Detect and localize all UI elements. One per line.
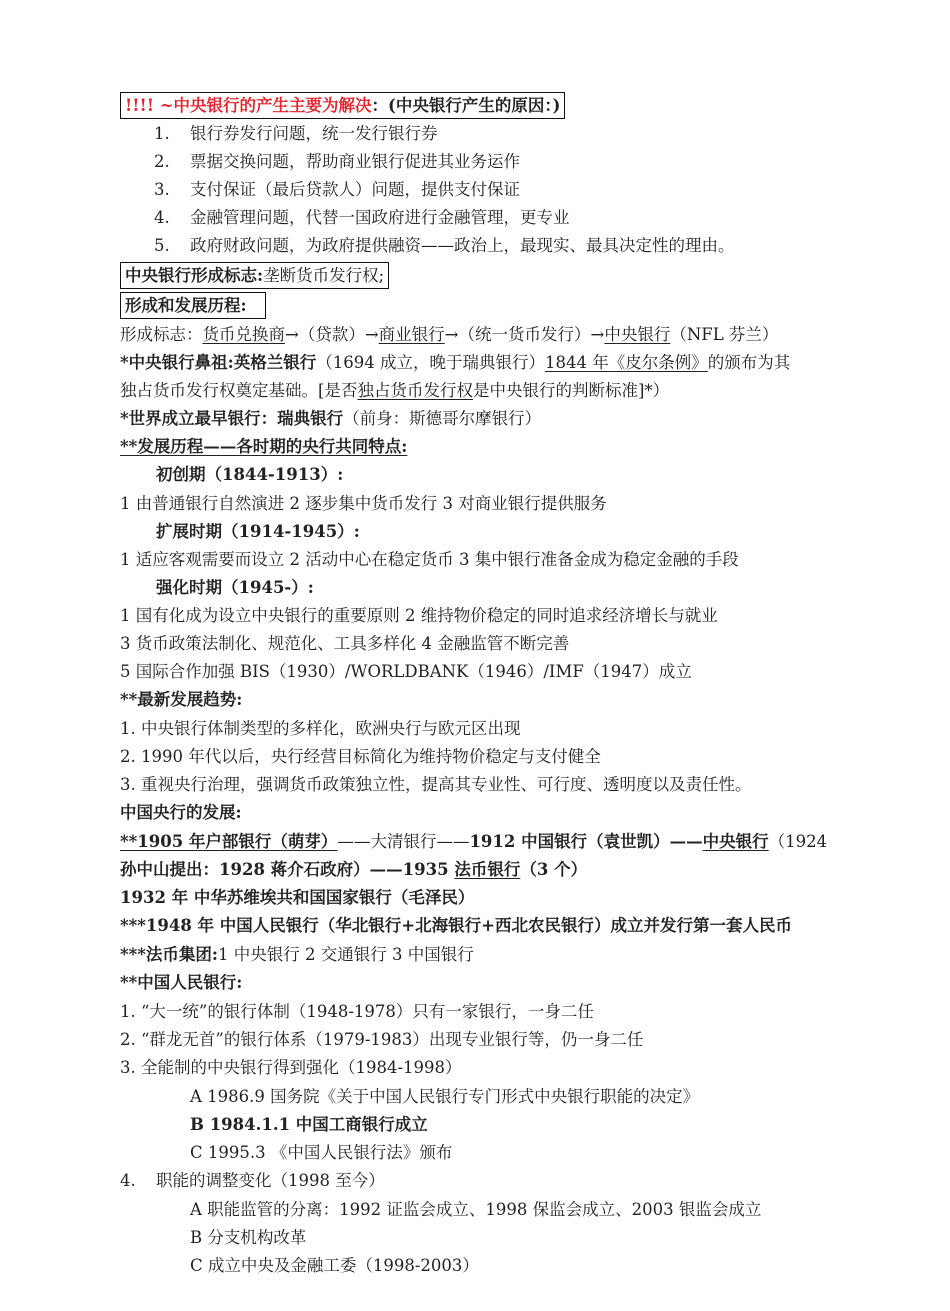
symbol-line [120, 262, 389, 289]
reason-item-3: 3. 支付保证（最后贷款人）问题，提供支付保证 [154, 180, 520, 199]
pboc-sub4-c: C 成立中央及金融工委（1998-2003） [190, 1256, 479, 1275]
china-line-5: ***法币集团:1 中央银行 2 交通银行 3 中国银行 [120, 945, 474, 964]
period-3-line-1: 1 国有化成为设立中央银行的重要原则 2 维持物价稳定的同时追求经济增长与就业 [120, 606, 718, 625]
period-2-name: 扩展时期（1914-1945）: [156, 522, 360, 541]
pboc-sub4-b: B 分支机构改革 [190, 1228, 307, 1247]
reason-item-4: 4. 金融管理问题，代替一国政府进行金融管理，更专业 [154, 208, 570, 227]
trend-item-2: 2. 1990 年代以后，央行经营目标简化为维持物价稳定与支付健全 [120, 747, 601, 766]
history-heading: 形成和发展历程: [120, 292, 266, 319]
pboc-sub4-a: A 职能监管的分离：1992 证监会成立、1998 保监会成立、2003 银监会成立 [190, 1200, 762, 1219]
ancestor-line-1: *中央银行鼻祖:英格兰银行（1694 成立，晚于瑞典银行）1844 年《皮尔条例》的颁布为其 [120, 353, 791, 372]
china-line-4: ***1948 年 中国人民银行（华北银行+北海银行+西北农民银行）成立并发行第一套人民币 [120, 916, 792, 935]
pboc-sub3-c: C 1995.3 《中国人民银行法》颁布 [190, 1143, 453, 1162]
china-line-2: 孙中山提出：1928 蒋介石政府）——1935 法币银行（3 个） [120, 860, 588, 879]
dev-heading: **发展历程——各时期的央行共同特点: [120, 437, 408, 456]
symbol-value: 垄断货币发行权; [263, 266, 385, 285]
reason-item-5: 5. 政府财政问题，为政府提供融资——政治上，最现实、最具决定性的理由。 [154, 236, 735, 255]
trend-item-3: 3. 重视央行治理，强调货币政策独立性，提高其专业性、可行度、透明度以及责任性。 [120, 775, 752, 794]
reasons-heading-prefix: !!!! ~中央银行的产生主要为解决 [125, 96, 372, 115]
pboc-item-3: 3. 全能制的中央银行得到强化（1984-1998） [120, 1058, 462, 1077]
china-heading: 中国央行的发展: [120, 803, 242, 822]
pboc-item-1: 1. “大一统”的银行体制（1948-1978）只有一家银行，一身二任 [120, 1002, 594, 1021]
pboc-heading: **中国人民银行: [120, 973, 243, 992]
pboc-item-2: 2. “群龙无首”的银行体系（1979-1983）出现专业银行等，仍一身二任 [120, 1030, 644, 1049]
symbol-label: 中央银行形成标志: [125, 266, 264, 285]
period-3-line-2: 3 货币政策法制化、规范化、工具多样化 4 金融监管不断完善 [120, 634, 570, 653]
period-1-line-1: 1 由普通银行自然演进 2 逐步集中货币发行 3 对商业银行提供服务 [120, 494, 607, 513]
trends-heading: **最新发展趋势: [120, 690, 243, 709]
reason-item-1: 1. 银行券发行问题，统一发行银行券 [154, 124, 438, 143]
china-line-3: 1932 年 中华苏维埃共和国国家银行（毛泽民） [120, 888, 475, 907]
pboc-sub3-b: B 1984.1.1 中国工商银行成立 [190, 1115, 428, 1134]
earliest-line: *世界成立最早银行：瑞典银行（前身：斯德哥尔摩银行） [120, 409, 542, 428]
reasons-heading-suffix: ：(中央银行产生的原因：) [371, 96, 561, 115]
period-3-line-3: 5 国际合作加强 BIS（1930）/WORLDBANK（1946）/IMF（1947）成立 [120, 662, 692, 681]
pboc-sub3-a: A 1986.9 国务院《关于中国人民银行专门形式中央银行职能的决定》 [190, 1087, 700, 1106]
formation-line: 形成标志：货币兑换商→（贷款）→商业银行→（统一货币发行）→中央银行（NFL 芬兰） [120, 325, 779, 344]
pboc-item-4: 4. 职能的调整变化（1998 至今） [120, 1171, 385, 1190]
reason-item-2: 2. 票据交换问题，帮助商业银行促进其业务运作 [154, 152, 520, 171]
china-line-1: **1905 年户部银行（萌芽）——大清银行——1912 中国银行（袁世凯）——中央银行（1924 [120, 832, 828, 851]
period-1-name: 初创期（1844-1913）: [156, 465, 344, 484]
period-2-line-1: 1 适应客观需要而设立 2 活动中心在稳定货币 3 集中银行准备金成为稳定金融的手段 [120, 550, 739, 569]
reasons-heading [120, 92, 565, 119]
period-3-name: 强化时期（1945-）: [156, 578, 314, 597]
trend-item-1: 1. 中央银行体制类型的多样化，欧洲央行与欧元区出现 [120, 719, 521, 738]
ancestor-line-2: 独占货币发行权奠定基础。[是否独占货币发行权是中央银行的判断标准]*） [120, 381, 670, 400]
